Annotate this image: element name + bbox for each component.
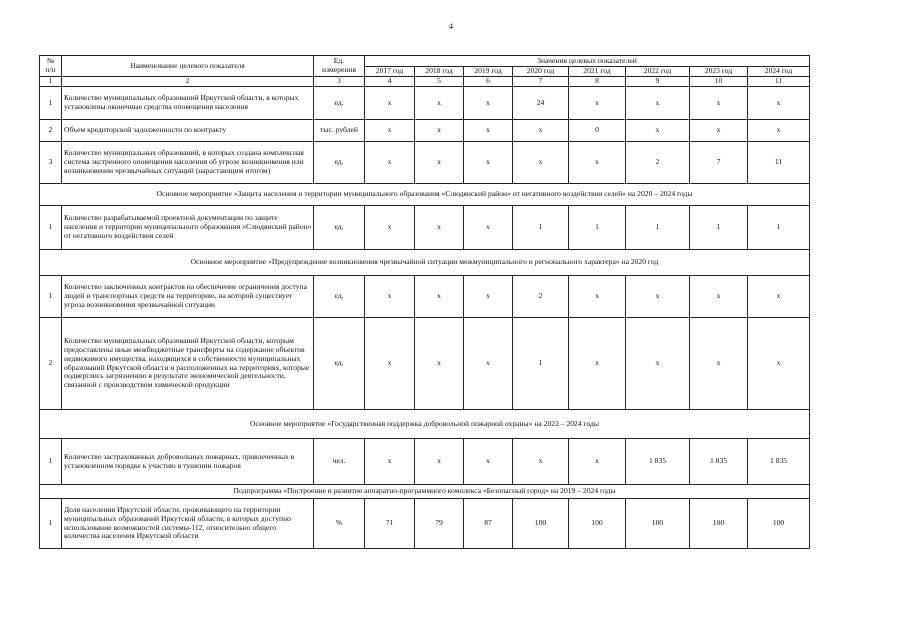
table-row (40, 499, 810, 549)
value-cell: х (748, 120, 810, 142)
section-title: Основное мероприятие «Защита населения и территории муниципального образования «Слюдянский район» от негативного воздействия селей» на 2020 – 2024 годы (40, 184, 810, 206)
unit-cell: ед. (314, 276, 365, 318)
value-cell: 100 (690, 499, 748, 549)
value-cell: х (690, 276, 748, 318)
value-cell: 2 (626, 142, 690, 184)
section-row (40, 410, 810, 439)
unit-cell: ед. (314, 318, 365, 410)
column-number: 9 (626, 77, 690, 87)
section-title: Подпрограмма «Построение и развитие аппаратно-программного комплекса «Безопасный город» на 2019 – 2024 годы (40, 485, 810, 499)
value-cell: х (513, 120, 569, 142)
value-cell: 24 (513, 87, 569, 120)
unit-cell: тыс. рублей (314, 120, 365, 142)
value-cell: х (464, 439, 513, 485)
value-cell: 1 835 (748, 439, 810, 485)
unit-cell: ед. (314, 206, 365, 250)
value-cell: х (690, 318, 748, 410)
row-number: 2 (40, 318, 62, 410)
column-number: 5 (415, 77, 464, 87)
value-cell: х (415, 318, 464, 410)
column-number: 11 (748, 77, 810, 87)
value-cell: 100 (569, 499, 626, 549)
column-number: 1 (40, 77, 62, 87)
table-row (40, 206, 810, 250)
section-row (40, 250, 810, 276)
unit-cell: ед. (314, 87, 365, 120)
value-cell: 71 (365, 499, 415, 549)
value-cell: х (748, 318, 810, 410)
header-year: 2023 год (690, 67, 748, 77)
row-number: 2 (40, 120, 62, 142)
indicator-name: Количество муниципальных образований, в которых создана комплексная система экстренного оповещения населения об угрозе возникновения или возникновении чрезвычайных ситуаций (нарастающим итогом) (62, 142, 314, 184)
header-unit: Ед. измерения (314, 56, 365, 77)
value-cell: 87 (464, 499, 513, 549)
header-values: Значения целевых показателей (365, 56, 810, 67)
value-cell: х (748, 276, 810, 318)
value-cell: х (626, 318, 690, 410)
value-cell: х (569, 318, 626, 410)
header-row (40, 56, 810, 67)
indicator-name: Количество разрабатываемой проектной документации по защите населения и территории муниципального образования «Слюдянский район» от негативного воздействия селей (62, 206, 314, 250)
value-cell: 1 (626, 206, 690, 250)
header-name: Наименование целевого показателя (62, 56, 314, 77)
column-number: 3 (314, 77, 365, 87)
value-cell: х (415, 439, 464, 485)
unit-cell: % (314, 499, 365, 549)
header-year: 2020 год (513, 67, 569, 77)
value-cell: х (569, 439, 626, 485)
row-number: 1 (40, 499, 62, 549)
table-row (40, 87, 810, 120)
table-row (40, 120, 810, 142)
row-number: 3 (40, 142, 62, 184)
value-cell: х (626, 276, 690, 318)
table-row (40, 439, 810, 485)
value-cell: 2 (513, 276, 569, 318)
indicator-name: Доля населения Иркутской области, проживающего на территории муниципальных образований Иркутской области, в которых доступно использование возможностей системы-112, относительно общего количества населения Иркутской области (62, 499, 314, 549)
value-cell: х (569, 276, 626, 318)
column-number: 7 (513, 77, 569, 87)
value-cell: х (464, 120, 513, 142)
value-cell: х (415, 120, 464, 142)
column-numbers-row (40, 77, 810, 87)
value-cell: 1 (748, 206, 810, 250)
unit-cell: чел. (314, 439, 365, 485)
table-row (40, 276, 810, 318)
value-cell: 1 (513, 318, 569, 410)
row-number: 1 (40, 87, 62, 120)
value-cell: 100 (748, 499, 810, 549)
value-cell: х (464, 206, 513, 250)
value-cell: 1 (569, 206, 626, 250)
value-cell: 1 835 (626, 439, 690, 485)
value-cell: х (690, 87, 748, 120)
indicator-name: Количество муниципальных образований Иркутской области, в которых установлены оконечные средства оповещения населения (62, 87, 314, 120)
indicator-name: Объем кредиторской задолженности по контракту (62, 120, 314, 142)
value-cell: 0 (569, 120, 626, 142)
page-number: 4 (449, 22, 453, 31)
column-number: 6 (464, 77, 513, 87)
section-title: Основное мероприятие «Предупреждение возникновения чрезвычайной ситуации межмуниципального и регионального характера» на 2020 год (40, 250, 810, 276)
value-cell: х (626, 120, 690, 142)
value-cell: х (569, 142, 626, 184)
value-cell: х (513, 439, 569, 485)
value-cell: х (464, 318, 513, 410)
value-cell: х (365, 276, 415, 318)
value-cell: 1 (690, 206, 748, 250)
row-number: 1 (40, 439, 62, 485)
value-cell: х (365, 87, 415, 120)
header-year: 2021 год (569, 67, 626, 77)
value-cell: х (365, 206, 415, 250)
value-cell: х (365, 120, 415, 142)
section-row (40, 184, 810, 206)
value-cell: 1 835 (690, 439, 748, 485)
column-number: 10 (690, 77, 748, 87)
table-row (40, 142, 810, 184)
value-cell: х (464, 87, 513, 120)
header-year: 2019 год (464, 67, 513, 77)
value-cell: 7 (690, 142, 748, 184)
column-number: 8 (569, 77, 626, 87)
section-row (40, 485, 810, 499)
section-title: Основное мероприятие «Государственная поддержка добровольной пожарной охраны» на 2022 – 2024 годы (40, 410, 810, 439)
value-cell: х (569, 87, 626, 120)
indicator-name: Количество застрахованных добровольных пожарных, привлеченных в установленном порядке к участию в тушении пожаров (62, 439, 314, 485)
target-indicators-table (39, 55, 810, 549)
value-cell: 1 (513, 206, 569, 250)
value-cell: х (690, 120, 748, 142)
header-year: 2017 год (365, 67, 415, 77)
value-cell: х (415, 276, 464, 318)
value-cell: 100 (513, 499, 569, 549)
header-year: 2024 год (748, 67, 810, 77)
value-cell: х (626, 87, 690, 120)
value-cell: х (513, 142, 569, 184)
value-cell: х (365, 142, 415, 184)
row-number: 1 (40, 276, 62, 318)
value-cell: х (415, 87, 464, 120)
table-row (40, 318, 810, 410)
indicator-name: Количество муниципальных образований Иркутской области, которым предоставлены иные межбюджетные трансферты на содержание объектов недвижимого имущества, находящихся в собственности муниципальных образований Иркутской области и расположенных на территориях, которые подверглись загрязнению в результате экономической деятельности, связанной с производством химической продукции (62, 318, 314, 410)
value-cell: х (365, 439, 415, 485)
value-cell: х (365, 318, 415, 410)
value-cell: х (415, 142, 464, 184)
value-cell: 79 (415, 499, 464, 549)
value-cell: х (464, 142, 513, 184)
value-cell: х (748, 87, 810, 120)
value-cell: 11 (748, 142, 810, 184)
value-cell: 100 (626, 499, 690, 549)
indicator-name: Количество заключенных контрактов на обеспечение ограничения доступа людей и транспортных средств на территорию, на которой существует угроза возникновения чрезвычайной ситуации (62, 276, 314, 318)
unit-cell: ед. (314, 142, 365, 184)
column-number: 2 (62, 77, 314, 87)
header-no: № п/п (40, 56, 62, 77)
header-year: 2022 год (626, 67, 690, 77)
column-number: 4 (365, 77, 415, 87)
header-year: 2018 год (415, 67, 464, 77)
row-number: 1 (40, 206, 62, 250)
value-cell: х (464, 276, 513, 318)
value-cell: х (415, 206, 464, 250)
